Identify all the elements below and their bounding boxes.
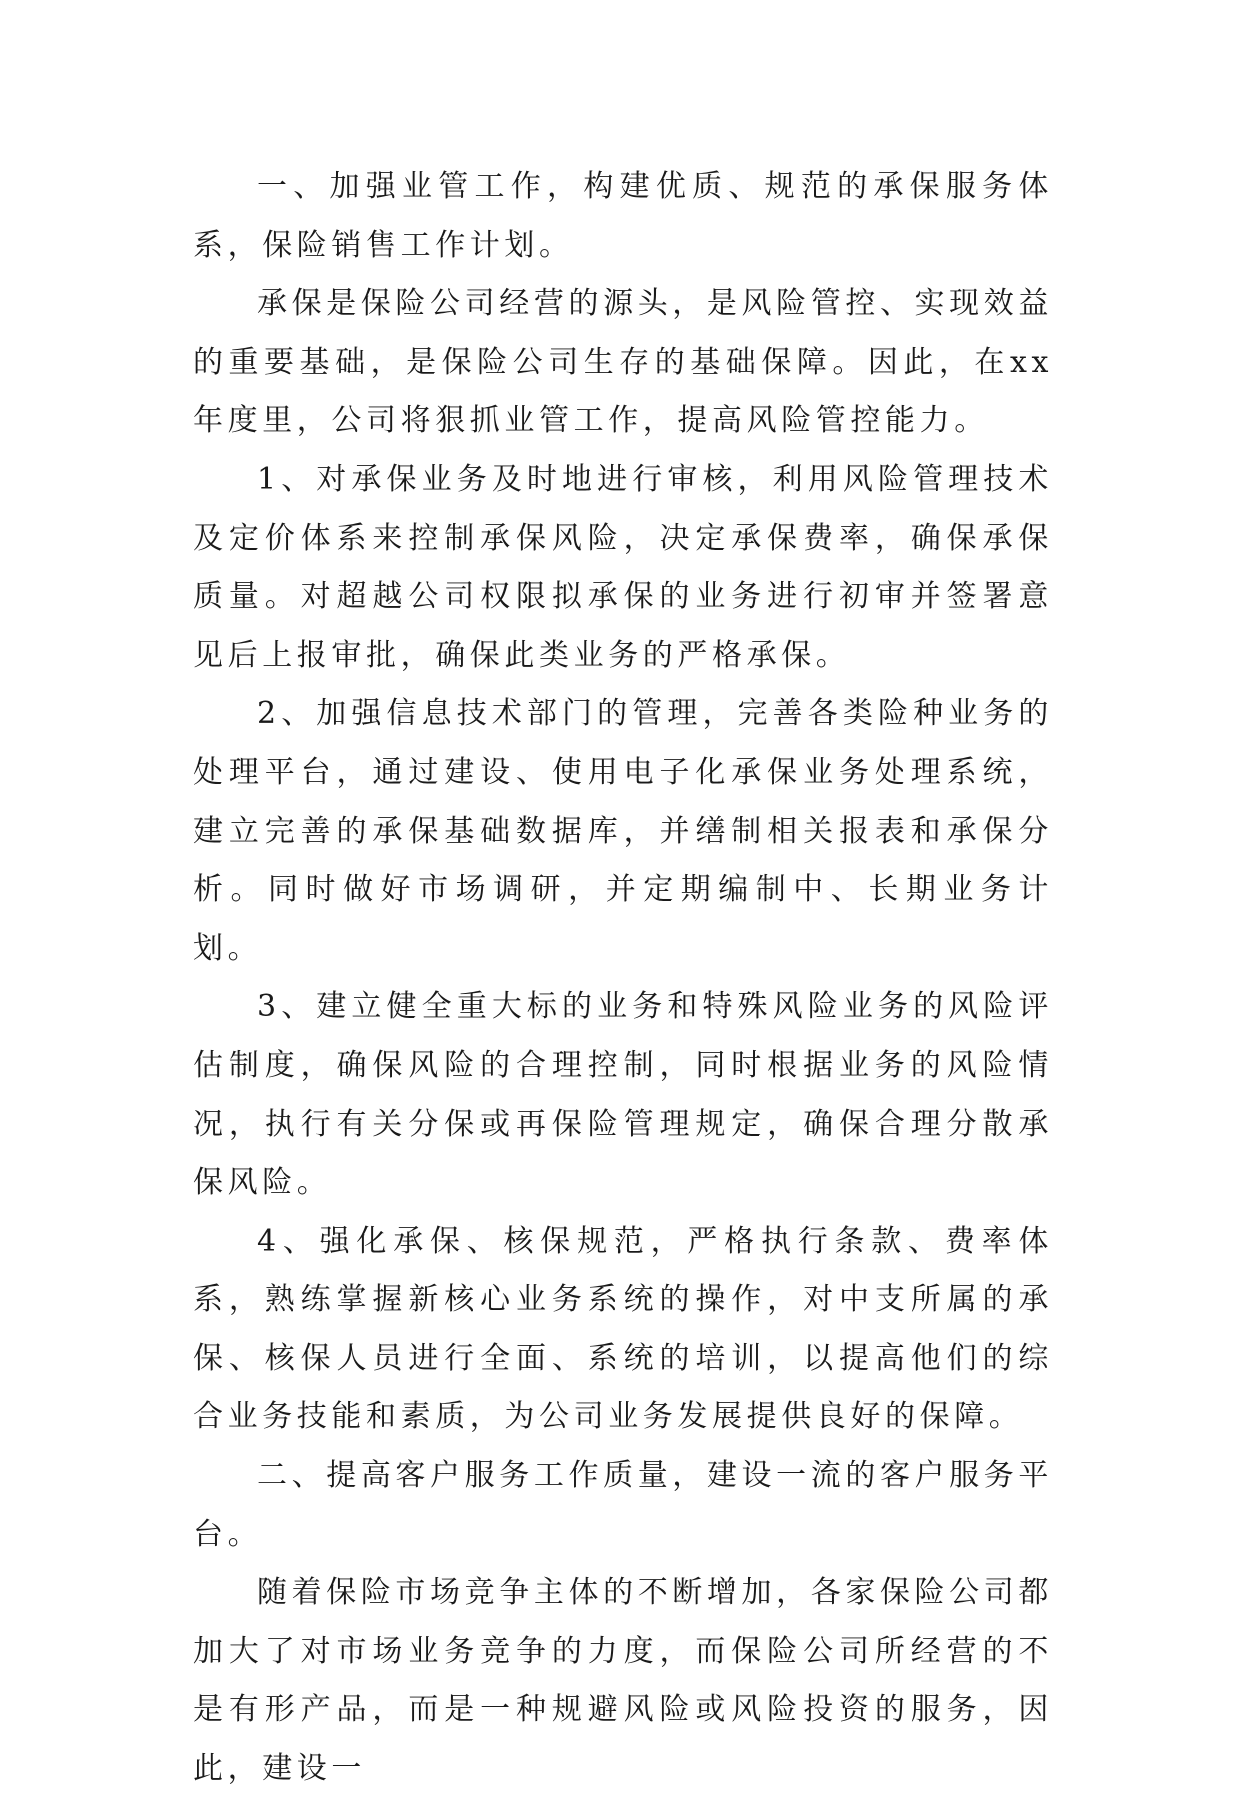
paragraph-item-1: 1、对承保业务及时地进行审核，利用风险管理技术及定价体系来控制承保风险，决定承保费率，确保承保质量。对超越公司权限拟承保的业务进行初审并签署意见后上报审批，确保此类业务的严格承保。 (193, 461, 1053, 673)
paragraph-underwriting-intro: 承保是保险公司经营的源头，是风险管控、实现效益的重要基础，是保险公司生存的基础保障。因此，在xx年度里，公司将狠抓业管工作，提高风险管控能力。 (193, 286, 1053, 439)
heading-strengthen-underwriting: 一、加强业管工作，构建优质、规范的承保服务体系，保险销售工作计划。 (193, 169, 1053, 263)
paragraph-customer-service: 随着保险市场竞争主体的不断增加，各家保险公司都加大了对市场业务竞争的力度，而保险公司所经营的不是有形产品，而是一种规避风险或风险投资的服务，因此，建设一 (193, 1575, 1053, 1787)
paragraph-item-2: 2、加强信息技术部门的管理，完善各类险种业务的处理平台，通过建设、使用电子化承保业务处理系统，建立完善的承保基础数据库，并缮制相关报表和承保分析。同时做好市场调研，并定期编制中、长期业务计划。 (193, 696, 1053, 966)
heading-customer-service: 二、提高客户服务工作质量，建设一流的客户服务平台。 (193, 1458, 1053, 1552)
document-body (193, 158, 1053, 1799)
paragraph-item-4: 4、强化承保、核保规范，严格执行条款、费率体系，熟练掌握新核心业务系统的操作，对中支所属的承保、核保人员进行全面、系统的培训，以提高他们的综合业务技能和素质，为公司业务发展提供良好的保障。 (193, 1223, 1053, 1435)
paragraph-item-3: 3、建立健全重大标的业务和特殊风险业务的风险评估制度，确保风险的合理控制，同时根据业务的风险情况，执行有关分保或再保险管理规定，确保合理分散承保风险。 (193, 989, 1053, 1201)
